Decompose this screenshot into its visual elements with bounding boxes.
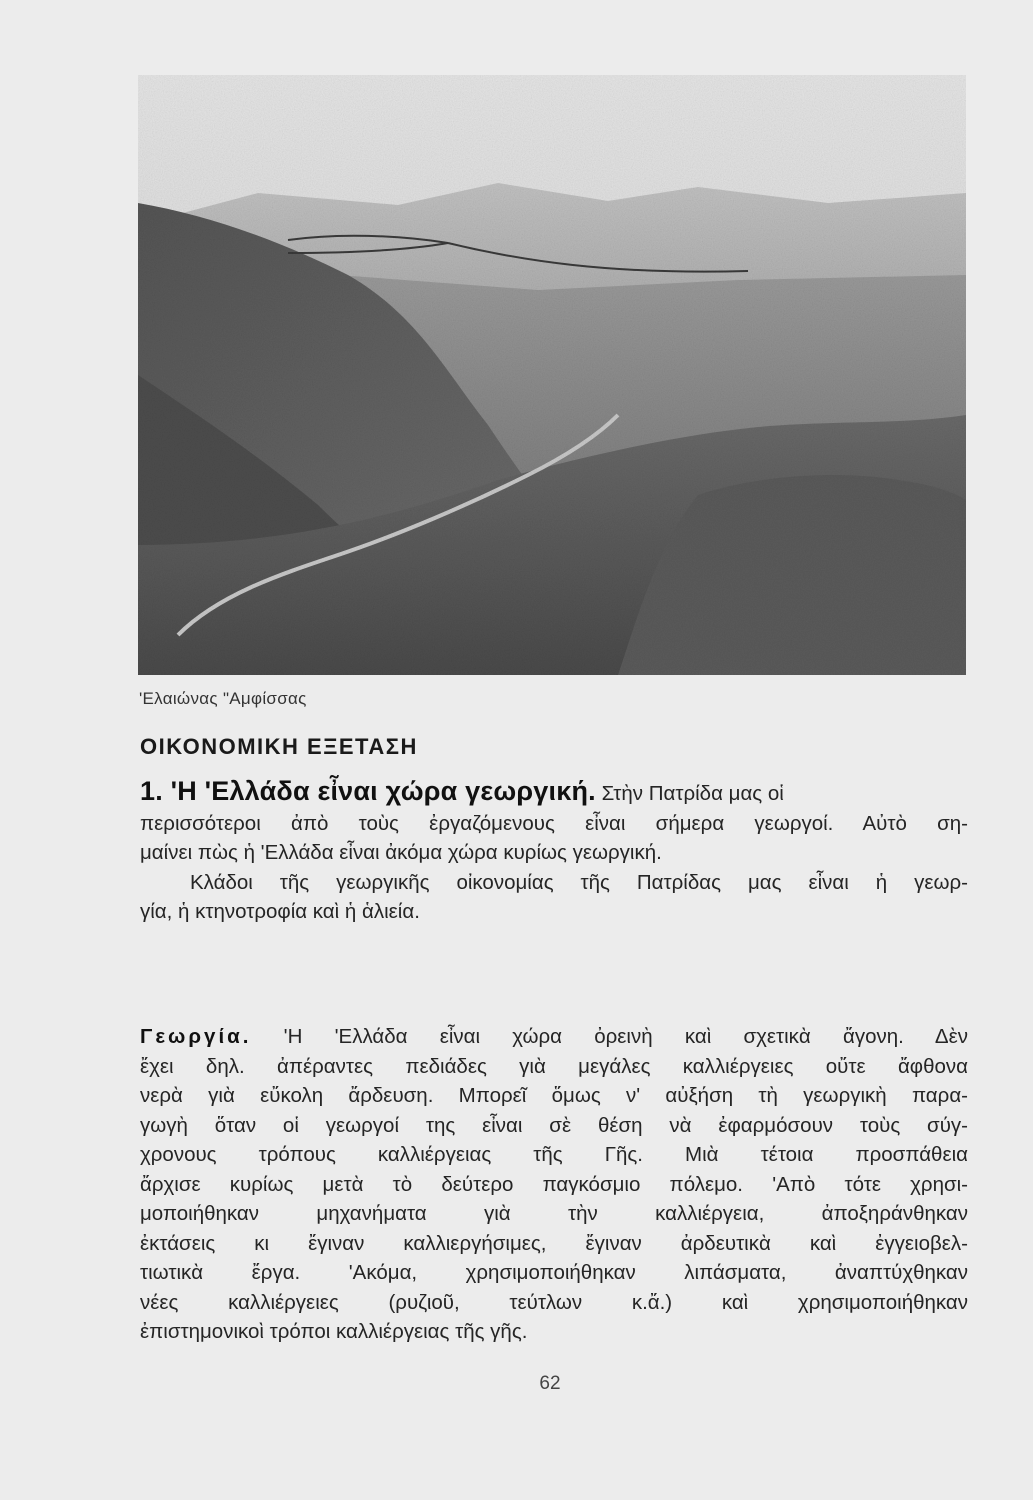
text-line: χρονους τρόπους καλλιέργειας τῆς Γῆς. Μιὰ τέτοια προσπάθεια [140, 1143, 968, 1166]
text-line: γία, ἡ κτηνοτροφία καὶ ἡ ἁλιεία. [140, 900, 420, 923]
text-line: ἔχει δηλ. ἀπέραντες πεδιάδες γιὰ μεγάλες καλλιέργειες οὔτε ἄφθονα [140, 1054, 968, 1078]
text-line: μαίνει πὼς ἡ 'Ελλάδα εἶναι ἀκόμα χώρα κυρίως γεωργική. [140, 841, 662, 864]
text-line: περισσότεροι ἀπὸ τοὺς ἐργαζόμενους εἶναι σήμερα γεωργοί. Αὐτὸ ση- [140, 811, 968, 835]
text-line: τιωτικὰ ἔργα. 'Ακόμα, χρησιμοποιήθηκαν λιπάσματα, ἀναπτύχθηκαν [140, 1261, 968, 1284]
section-heading: ΟΙΚΟΝΟΜΙΚΗ ΕΞΕΤΑΣΗ [140, 734, 418, 759]
text-line: μοποιήθηκαν μηχανήματα γιὰ τὴν καλλιέργεια, ἀποξηράνθηκαν [140, 1202, 968, 1225]
photo-illustration [138, 75, 966, 675]
text-line: γωγὴ ὅταν οἱ γεωργοί της εἶναι σὲ θέση νὰ ἐφαρμόσουν τοὺς σύγ- [140, 1113, 968, 1137]
text-line: ἐπιστημονικοὶ τρόποι καλλιέργειας τῆς γῆς. [140, 1320, 528, 1343]
paragraph-1 [140, 777, 968, 927]
text-line: Στὴν Πατρίδα μας οἱ [601, 782, 784, 805]
paragraph-georgia [140, 1022, 968, 1347]
text-line: ἐκτάσεις κι ἔγιναν καλλιεργήσιμες, ἔγιναν ἀρδευτικὰ καὶ ἐγγειοβελ- [140, 1231, 968, 1255]
text-line: Κλάδοι τῆς γεωργικῆς οἰκονομίας τῆς Πατρίδας μας εἶναι ἡ γεωρ- [190, 870, 968, 894]
text-line: νερὰ γιὰ εὔκολη ἄρδευση. Μπορεῖ ὅμως ν' αὐξήση τὴ γεωργικὴ παρα- [140, 1084, 968, 1107]
text-line: 'Η 'Ελλάδα εἶναι χώρα ὀρεινὴ καὶ σχετικὰ ἄγονη. Δὲν [283, 1025, 968, 1048]
photo-caption: 'Ελαιώνας "Αμφίσσας [139, 689, 307, 708]
page-number: 62 [539, 1373, 561, 1394]
text-line: ἄρχισε κυρίως μετὰ τὸ δεύτερο παγκόσμιο πόλεμο. 'Απὸ τότε χρησι- [140, 1172, 968, 1196]
paragraph-georgia-first-line [140, 1022, 968, 1052]
paragraph-1-first-line [140, 777, 968, 809]
landscape-photo [138, 75, 966, 675]
text-line: νέες καλλιέργειες (ρυζιοῦ, τεύτλων κ.ἄ.) καὶ χρησιμοποιήθηκαν [140, 1290, 968, 1314]
paragraph-heading: 1. 'Η 'Ελλάδα εἶναι χώρα γεωργική. [140, 776, 596, 806]
run-in-heading: Γεωργία. [140, 1025, 252, 1048]
